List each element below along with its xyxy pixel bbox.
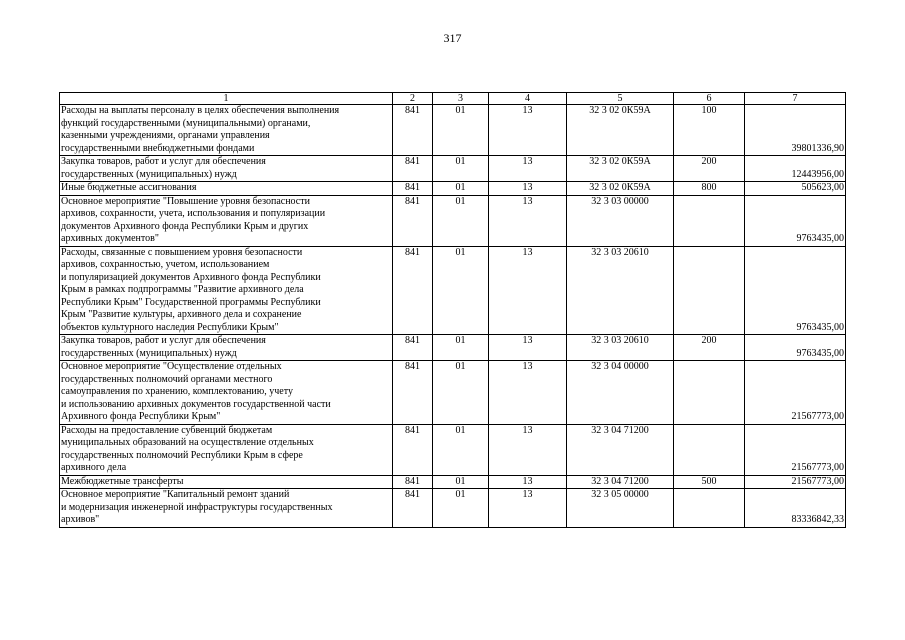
subsection-code: 13 (489, 335, 567, 361)
target-article-code: 32 3 04 00000 (567, 361, 674, 425)
section-code: 01 (433, 105, 489, 156)
target-article-code: 32 3 03 20610 (567, 246, 674, 335)
expense-name: Расходы на выплаты персоналу в целях обеспечения выполнения функций государственными (муниципальными) органами, казенными учреждениями, органами управления государственными внебюджетными фондами (60, 105, 393, 156)
table-row (60, 335, 846, 361)
table-row (60, 195, 846, 246)
amount: 21567773,00 (745, 361, 846, 425)
expense-type-code (674, 489, 745, 528)
ministry-code: 841 (393, 335, 433, 361)
header-row (60, 93, 846, 105)
ministry-code: 841 (393, 182, 433, 196)
section-code: 01 (433, 156, 489, 182)
section-code: 01 (433, 424, 489, 475)
target-article-code: 32 3 02 0К59А (567, 105, 674, 156)
ministry-code: 841 (393, 424, 433, 475)
amount: 9763435,00 (745, 246, 846, 335)
ministry-code: 841 (393, 489, 433, 528)
expense-name: Иные бюджетные ассигнования (60, 182, 393, 196)
subsection-code: 13 (489, 361, 567, 425)
subsection-code: 13 (489, 105, 567, 156)
target-article-code: 32 3 04 71200 (567, 424, 674, 475)
ministry-code: 841 (393, 156, 433, 182)
expense-name: Расходы, связанные с повышением уровня безопасности архивов, сохранностью, учетом, использованием и популяризацией документов Архивного фонда Республики Крым в рамках подпрограммы "Развитие архивного дела Республики Крым" Государственной программы Республики Крым "Развитие культуры, архивного дела и сохранение объектов культурного наследия Республики Крым" (60, 246, 393, 335)
column-header: 2 (393, 93, 433, 105)
section-code: 01 (433, 335, 489, 361)
expense-name: Основное мероприятие "Осуществление отдельных государственных полномочий органами местного самоуправления по хранению, комплектованию, учету и использованию архивных документов государственной части Архивного фонда Республики Крым" (60, 361, 393, 425)
section-code: 01 (433, 246, 489, 335)
amount: 505623,00 (745, 182, 846, 196)
table-row (60, 475, 846, 489)
column-header: 1 (60, 93, 393, 105)
budget-table (59, 92, 846, 528)
column-header: 7 (745, 93, 846, 105)
column-header: 3 (433, 93, 489, 105)
ministry-code: 841 (393, 475, 433, 489)
expense-type-code: 500 (674, 475, 745, 489)
table-row (60, 361, 846, 425)
target-article-code: 32 3 03 20610 (567, 335, 674, 361)
subsection-code: 13 (489, 489, 567, 528)
expense-type-code (674, 195, 745, 246)
section-code: 01 (433, 361, 489, 425)
amount: 12443956,00 (745, 156, 846, 182)
ministry-code: 841 (393, 246, 433, 335)
column-header: 4 (489, 93, 567, 105)
table-row (60, 489, 846, 528)
subsection-code: 13 (489, 475, 567, 489)
page-number: 317 (443, 31, 462, 45)
expense-type-code: 200 (674, 335, 745, 361)
table-row (60, 246, 846, 335)
subsection-code: 13 (489, 182, 567, 196)
subsection-code: 13 (489, 156, 567, 182)
amount: 9763435,00 (745, 195, 846, 246)
subsection-code: 13 (489, 246, 567, 335)
amount: 83336842,33 (745, 489, 846, 528)
target-article-code: 32 3 02 0К59А (567, 182, 674, 196)
target-article-code: 32 3 02 0К59А (567, 156, 674, 182)
expense-name: Межбюджетные трансферты (60, 475, 393, 489)
expense-name: Основное мероприятие "Капитальный ремонт зданий и модернизация инженерной инфраструктуры государственных архивов" (60, 489, 393, 528)
section-code: 01 (433, 475, 489, 489)
expense-name: Закупка товаров, работ и услуг для обеспечения государственных (муниципальных) нужд (60, 335, 393, 361)
table-row (60, 105, 846, 156)
ministry-code: 841 (393, 105, 433, 156)
section-code: 01 (433, 489, 489, 528)
subsection-code: 13 (489, 195, 567, 246)
subsection-code: 13 (489, 424, 567, 475)
expense-name: Закупка товаров, работ и услуг для обеспечения государственных (муниципальных) нужд (60, 156, 393, 182)
column-header: 5 (567, 93, 674, 105)
ministry-code: 841 (393, 195, 433, 246)
section-code: 01 (433, 182, 489, 196)
expense-type-code: 100 (674, 105, 745, 156)
expense-name: Расходы на предоставление субвенций бюджетам муниципальных образований на осуществление отдельных государственных полномочий Республики Крым в сфере архивного дела (60, 424, 393, 475)
column-header: 6 (674, 93, 745, 105)
amount: 21567773,00 (745, 424, 846, 475)
expense-type-code: 200 (674, 156, 745, 182)
amount: 39801336,90 (745, 105, 846, 156)
amount: 21567773,00 (745, 475, 846, 489)
table-row (60, 424, 846, 475)
expense-type-code: 800 (674, 182, 745, 196)
amount: 9763435,00 (745, 335, 846, 361)
table-row (60, 156, 846, 182)
expense-name: Основное мероприятие "Повышение уровня безопасности архивов, сохранности, учета, использования и популяризации документов Архивного фонда Республики Крым и других архивных документов" (60, 195, 393, 246)
target-article-code: 32 3 05 00000 (567, 489, 674, 528)
table-row (60, 182, 846, 196)
target-article-code: 32 3 04 71200 (567, 475, 674, 489)
expense-type-code (674, 361, 745, 425)
section-code: 01 (433, 195, 489, 246)
expense-type-code (674, 424, 745, 475)
expense-type-code (674, 246, 745, 335)
target-article-code: 32 3 03 00000 (567, 195, 674, 246)
ministry-code: 841 (393, 361, 433, 425)
